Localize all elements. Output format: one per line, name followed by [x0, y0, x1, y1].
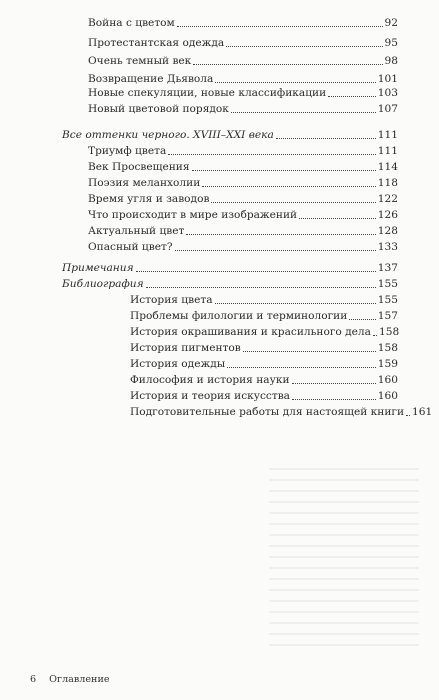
dot-leader [406, 415, 410, 416]
toc-entry-page: 137 [377, 262, 398, 274]
toc-entry-title: История пигментов [130, 342, 241, 354]
toc-entry-title: Война с цветом [88, 17, 175, 29]
toc-entry-title: Актуальный цвет [88, 225, 185, 237]
toc-entry-page: 126 [377, 209, 398, 221]
dot-leader [373, 335, 377, 336]
toc-subentry [130, 323, 398, 339]
toc-entry-title: Триумф цвета [88, 145, 167, 157]
toc-entry [88, 174, 398, 190]
toc-chapter-title: Библиография [62, 278, 144, 290]
toc-entry-page: 128 [377, 225, 398, 237]
dot-leader [211, 202, 375, 203]
dot-leader [177, 26, 383, 27]
page-footer [30, 674, 120, 685]
toc-chapter [62, 259, 398, 275]
toc-entry-title: История и теория искусства [130, 390, 290, 402]
toc-entry-page: 101 [377, 73, 398, 85]
dot-leader [136, 271, 376, 272]
toc-subentry [130, 307, 398, 323]
toc-entry [88, 238, 398, 254]
toc-entry-page: 98 [384, 55, 398, 67]
dot-leader [299, 218, 376, 219]
toc-entry-page: 155 [377, 294, 398, 306]
toc-subentry [130, 355, 398, 371]
toc-entry-title: Протестантская одежда [88, 37, 225, 49]
toc-subentry [130, 387, 398, 403]
toc-entry-title: Поэзия меланхолии [88, 177, 201, 189]
toc-entry-title: История одежды [130, 358, 226, 370]
dot-leader [193, 64, 382, 65]
dot-leader [146, 287, 376, 288]
toc-entry-page: 160 [377, 374, 398, 386]
dot-leader [276, 138, 376, 139]
toc-entry-page: 92 [384, 17, 398, 29]
toc-entry-title: Опасный цвет? [88, 241, 173, 253]
toc-chapter [62, 126, 398, 142]
toc-chapter-title: Примечания [62, 262, 134, 274]
toc-entry-page: 158 [377, 342, 398, 354]
toc-entry [88, 206, 398, 222]
toc-subentry [130, 371, 398, 387]
dot-leader [215, 303, 376, 304]
toc-entry [88, 14, 398, 30]
page-number: 6 [30, 674, 37, 685]
toc-entry-title: История окрашивания и красильного дела [130, 326, 371, 338]
toc-entry [88, 222, 398, 238]
toc-entry [88, 34, 398, 50]
toc-entry-page: 111 [377, 145, 398, 157]
toc-subentry [130, 291, 398, 307]
toc-entry [88, 142, 398, 158]
dot-leader [328, 96, 376, 97]
dot-leader [231, 112, 376, 113]
toc-entry-title: Новые спекуляции, новые классификации [88, 87, 327, 99]
bleed-through-shadow [269, 468, 419, 648]
toc-entry-page: 157 [377, 310, 398, 322]
toc-entry [88, 52, 398, 68]
toc-entry-page: 95 [384, 37, 398, 49]
dot-leader [215, 82, 375, 83]
dot-leader [202, 186, 376, 187]
dot-leader [226, 46, 382, 47]
dot-leader [243, 351, 376, 352]
toc-chapter-title: Все оттенки черного. XVIII–XXI века [62, 129, 274, 141]
dot-leader [186, 234, 375, 235]
dot-leader [227, 367, 376, 368]
toc-entry [88, 100, 398, 116]
toc-entry-title: Философия и история науки [130, 374, 290, 386]
toc-entry-page: 158 [378, 326, 400, 338]
toc-entry-title: Подготовительные работы для настоящей книги [130, 406, 405, 418]
toc-entry [88, 190, 398, 206]
toc-subentry [130, 339, 398, 355]
toc-entry-page: 111 [377, 129, 398, 141]
toc-entry-page: 122 [377, 193, 398, 205]
dot-leader [292, 383, 376, 384]
toc-entry-title: Век Просвещения [88, 161, 190, 173]
dot-leader [192, 170, 376, 171]
toc-entry-title: Время угля и заводов [88, 193, 210, 205]
toc-entry-title: Возвращение Дьявола [88, 73, 214, 85]
toc-entry-page: 133 [377, 241, 398, 253]
toc-entry-page: 159 [377, 358, 398, 370]
toc-entry-page: 118 [377, 177, 398, 189]
toc-entry-title: Что происходит в мире изображений [88, 209, 298, 221]
dot-leader [349, 319, 375, 320]
toc-entry [88, 158, 398, 174]
toc-entry [88, 84, 398, 100]
running-title: Оглавление [49, 674, 110, 685]
dot-leader [175, 250, 376, 251]
toc-entry-page: 114 [377, 161, 398, 173]
toc-entry-page: 103 [377, 87, 398, 99]
dot-leader [168, 154, 376, 155]
toc-entry-title: Новый цветовой порядок [88, 103, 229, 115]
toc-entry-page: 155 [377, 278, 398, 290]
toc-entry-title: История цвета [130, 294, 213, 306]
toc-entry-title: Проблемы филологии и терминологии [130, 310, 348, 322]
toc-entry-title: Очень темный век [88, 55, 192, 67]
toc-chapter [62, 275, 398, 291]
dot-leader [292, 399, 376, 400]
toc-entry-page: 160 [377, 390, 398, 402]
toc-entry-page: 161 [412, 406, 433, 418]
toc-entry-page: 107 [377, 103, 398, 115]
toc-subentry [130, 403, 433, 419]
